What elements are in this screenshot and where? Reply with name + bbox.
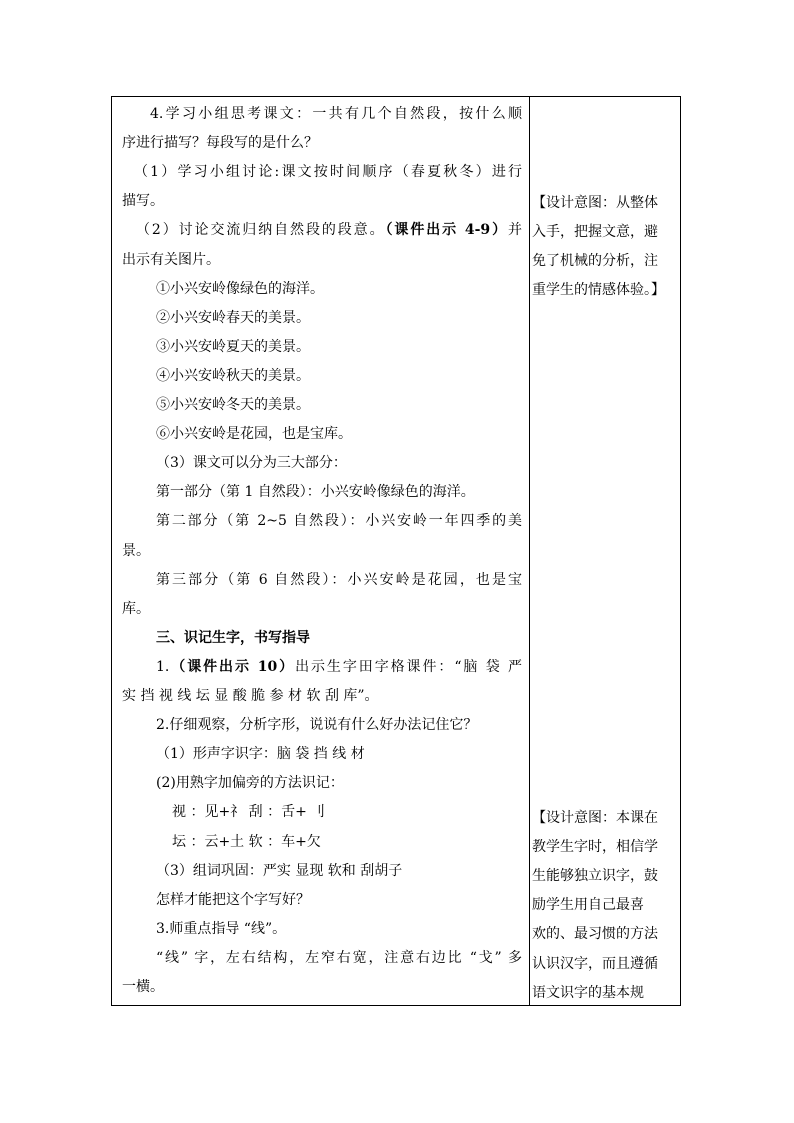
text-fragment: 1. xyxy=(156,658,170,675)
text-line: （3）组词巩固：严实 显现 软和 刮胡子 xyxy=(156,862,403,879)
text-fragment: 出示生字田字格课件：“脑 袋 严 xyxy=(295,658,523,675)
lesson-table xyxy=(111,96,681,1006)
text-line: （1）学习小组讨论:课文按时间顺序（春夏秋冬）进行 xyxy=(134,164,522,181)
text-fragment: （课件出示 10） xyxy=(169,658,296,675)
design-note-line: 入手，把握文意，避 xyxy=(532,224,658,241)
design-note-line: 【设计意图：从整体 xyxy=(532,195,658,211)
design-note-line: 欢的、最习惯的方法 xyxy=(532,926,658,943)
text-line: “线” 字，左右结构，左窄右宽，注意右边比 “戈” 多 xyxy=(156,949,522,966)
text-line: ④小兴安岭秋天的美景。 xyxy=(156,367,310,384)
text-line: 景。 xyxy=(122,542,150,559)
text-fragment: （2）讨论交流归纳自然段的段意。 xyxy=(136,222,386,239)
text-line xyxy=(156,655,522,679)
design-note-line: 认识汉字，而且遵循 xyxy=(532,955,658,972)
text-line xyxy=(136,218,522,242)
design-note-line: 教学生字时，相信学 xyxy=(532,839,658,856)
text-line: （3）课文可以分为三大部分： xyxy=(156,455,347,472)
text-line: 库。 xyxy=(122,600,150,617)
design-note-line: 生能够独立识字，鼓 xyxy=(532,868,658,885)
text-line: 第二部分（第 2~5 自然段）：小兴安岭一年四季的美 xyxy=(156,513,522,530)
text-line: ③小兴安岭夏天的美景。 xyxy=(156,338,310,355)
text-line: 2.仔细观察，分析字形，说说有什么好办法记住它？ xyxy=(156,717,478,734)
text-line: （1）形声字识字：脑 袋 挡 线 材 xyxy=(156,746,365,763)
design-note-line: 【设计意图：本课在 xyxy=(532,810,658,826)
text-line: 一横。 xyxy=(122,979,164,995)
text-line: ②小兴安岭春天的美景。 xyxy=(156,309,310,326)
text-line: 坛 ：云+土 软 ：车+欠 xyxy=(172,833,321,850)
text-line: 第一部分（第 1 自然段）：小兴安岭像绿色的海洋。 xyxy=(156,484,475,501)
text-line: 实 挡 视 线 坛 显 酸 脆 参 材 软 刮 库”。 xyxy=(122,688,379,704)
text-line: (2)用熟字加偏旁的方法识记： xyxy=(156,775,344,792)
text-line: 3.师重点指导 “线”。 xyxy=(156,920,287,937)
text-line: 4.学习小组思考课文：一共有几个自然段，按什么顺 xyxy=(150,106,522,122)
text-line: 怎样才能把这个字写好？ xyxy=(156,891,310,908)
text-line: 出示有关图片。 xyxy=(122,251,220,268)
text-fragment: （课件出示 4-9） xyxy=(385,222,508,239)
text-line: ⑥小兴安岭是花园，也是宝库。 xyxy=(156,426,352,443)
text-fragment: 并 xyxy=(508,222,522,239)
design-note-line: 重学生的情感体验。】 xyxy=(532,282,665,299)
text-line: 三、识记生字，书写指导 xyxy=(156,629,310,646)
text-line: ⑤小兴安岭冬天的美景。 xyxy=(156,397,310,413)
design-note-line: 励学生用自己最喜 xyxy=(532,897,644,914)
text-line: 第三部分（第 6 自然段）：小兴安岭是花园，也是宝 xyxy=(156,571,522,588)
text-line: 描写。 xyxy=(122,193,164,210)
text-line: 视 ：见+礻 刮 ：舌+ 刂 xyxy=(172,804,326,821)
design-note-line: 免了机械的分析，注 xyxy=(532,253,658,270)
text-line: ①小兴安岭像绿色的海洋。 xyxy=(156,280,324,297)
design-note-line: 语文识字的基本规 xyxy=(532,984,644,1001)
text-line: 序进行描写？每段写的是什么？ xyxy=(122,135,318,152)
